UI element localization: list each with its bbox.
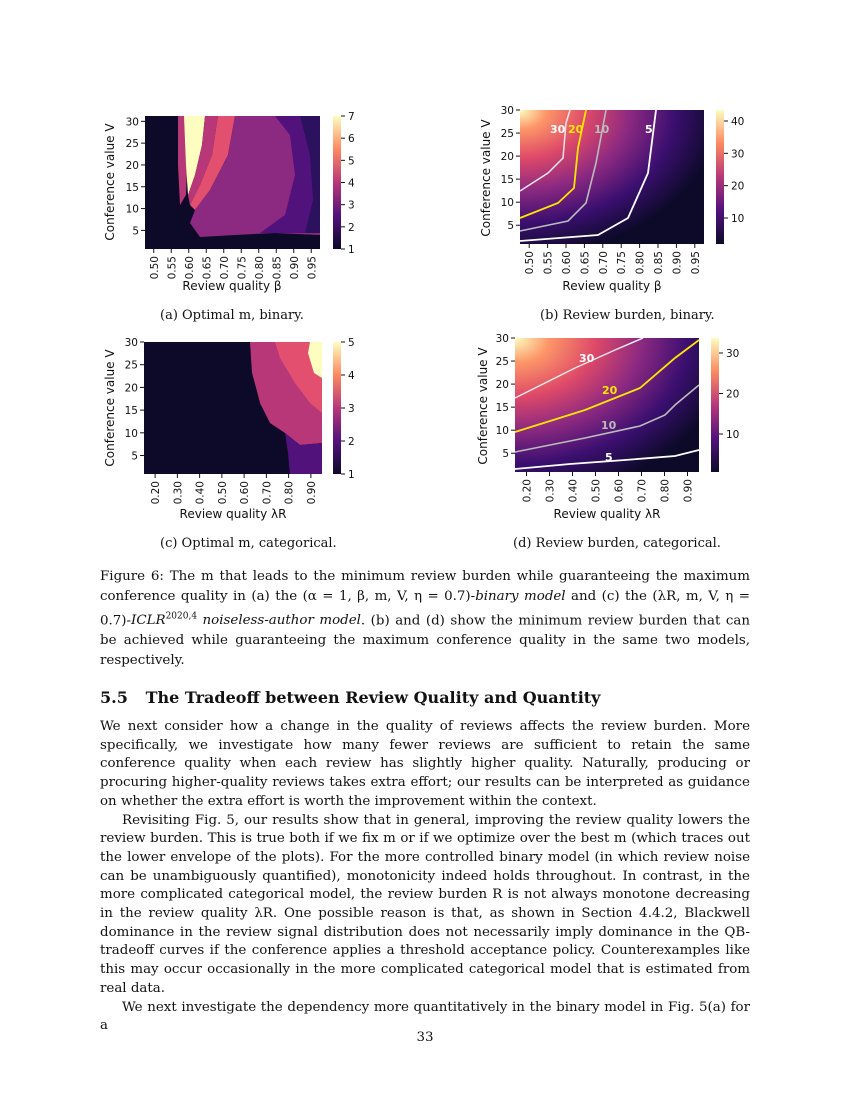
ylabel-d: Conference value V <box>476 347 490 465</box>
x-tick-label: 0.75 <box>236 256 249 280</box>
y-axis-b <box>479 105 520 237</box>
xlabel-c: Review quality λR <box>179 507 287 521</box>
colorbar-tick-label: 3 <box>348 199 355 212</box>
colorbar-tick-label: 10 <box>731 213 745 225</box>
y-axis-d <box>476 333 515 465</box>
contour-label-10-d: 10 <box>601 419 617 432</box>
x-tick-label: 0.60 <box>239 481 252 505</box>
caption-text-3: . (b) and (d) show the minimum review burden that can be achieved while guaranteeing the maximum conference quality in the same two models, respectively. <box>100 613 750 669</box>
heatmap-c <box>144 342 322 474</box>
colorbar-a <box>333 111 355 256</box>
x-axis-d <box>522 472 695 521</box>
contour-label-20-b: 20 <box>568 123 584 136</box>
x-axis-b <box>524 244 702 293</box>
ylabel-c: Conference value V <box>103 349 117 467</box>
x-tick-label: 0.60 <box>183 256 196 280</box>
paragraph-1: We next consider how a change in the quality of reviews affects the review burden. More specifically, we investigate how many fewer reviews are sufficient to retain the same conference quality when each review has slightly higher quality. Naturally, producing or procuring higher-quality reviews takes extra effort; our results can be interpreted as guidance on whether the extra effort is worth the improvement within the context. <box>100 719 750 809</box>
xlabel-a: Review quality β <box>182 279 282 293</box>
contour-label-30-d: 30 <box>579 352 595 365</box>
y-tick-label: 10 <box>125 203 139 216</box>
y-tick-label: 25 <box>495 356 509 369</box>
y-tick-label: 15 <box>495 402 509 415</box>
body-text <box>100 718 750 1036</box>
x-tick-label: 0.85 <box>271 256 284 280</box>
heatmap-b <box>520 110 704 244</box>
y-tick-label: 20 <box>125 159 139 172</box>
y-tick-label: 25 <box>124 359 138 372</box>
colorbar-tick-label: 6 <box>348 133 355 146</box>
caption-text-1: The m that leads to the minimum review burden while guaranteeing the maximum conference quality in (a) the (α = 1, β, m, V, η = 0.7)- <box>100 569 750 604</box>
y-tick-label: 25 <box>125 138 139 151</box>
colorbar-tick-label: 1 <box>348 469 355 481</box>
section-title: The Tradeoff between Review Quality and Quantity <box>145 688 601 707</box>
x-tick-label: 0.55 <box>166 256 179 280</box>
colorbar-tick-label: 5 <box>348 337 355 349</box>
x-tick-label: 0.20 <box>150 481 163 505</box>
colorbar-tick-label: 4 <box>348 177 355 190</box>
colorbar-tick-label: 40 <box>731 116 745 128</box>
figure-b <box>478 103 748 300</box>
x-tick-label: 0.30 <box>172 481 185 505</box>
paragraph-3: We next investigate the dependency more quantitatively in the binary model in Fig. 5(a) for a <box>100 999 750 1034</box>
y-tick-label: 20 <box>500 151 514 164</box>
colorbar-tick-label: 2 <box>348 436 355 448</box>
x-tick-label: 0.65 <box>579 251 592 275</box>
x-tick-label: 0.55 <box>542 251 555 275</box>
y-tick-label: 10 <box>500 197 514 210</box>
x-tick-label: 0.40 <box>194 481 207 505</box>
x-tick-label: 0.80 <box>634 251 647 275</box>
x-tick-label: 0.50 <box>216 481 229 505</box>
caption-iclr: $ICLR^{2020,4}$ noiseless-author model <box>131 612 361 629</box>
colorbar-tick-label: 3 <box>348 403 355 415</box>
y-tick-label: 5 <box>131 450 138 463</box>
x-tick-label: 0.30 <box>544 479 557 503</box>
x-tick-label: 0.90 <box>671 251 684 275</box>
y-tick-label: 5 <box>132 225 139 238</box>
x-tick-label: 0.90 <box>305 481 318 505</box>
y-tick-label: 15 <box>124 405 138 418</box>
contour-label-10-b: 10 <box>594 123 610 136</box>
x-tick-label: 0.95 <box>689 251 702 275</box>
caption-a: (a) Optimal m, binary. <box>160 308 304 323</box>
colorbar-tick-label: 7 <box>348 111 355 123</box>
colorbar-tick-label: 1 <box>348 244 355 256</box>
colorbar-tick-label: 5 <box>348 155 355 168</box>
y-tick-label: 5 <box>502 448 509 461</box>
colorbar-tick-label: 20 <box>726 388 740 401</box>
section-number: 5.5 <box>100 688 128 707</box>
y-tick-label: 10 <box>124 427 138 440</box>
x-tick-label: 0.75 <box>616 251 629 275</box>
colorbar-c <box>333 337 355 481</box>
y-tick-label: 30 <box>495 333 509 345</box>
caption-text-2: and (c) the (λR, m, V, η = 0.7)- <box>100 589 750 629</box>
colorbar-d <box>711 338 739 472</box>
y-axis-a <box>103 116 145 240</box>
colorbar-b <box>716 110 744 244</box>
x-tick-label: 0.70 <box>218 256 231 280</box>
xlabel-b: Review quality β <box>562 279 662 293</box>
caption-binary-model: binary model <box>475 589 566 604</box>
x-tick-label: 0.40 <box>567 479 580 503</box>
colorbar-tick-label: 30 <box>731 148 745 161</box>
contour-label-5-d: 5 <box>605 451 613 464</box>
x-tick-label: 0.50 <box>590 479 603 503</box>
y-tick-label: 5 <box>507 220 514 233</box>
x-axis-a <box>149 249 319 293</box>
x-tick-label: 0.70 <box>261 481 274 505</box>
colorbar-tick-label: 20 <box>731 180 745 193</box>
y-tick-label: 20 <box>495 379 509 392</box>
x-tick-label: 0.90 <box>288 256 301 280</box>
paragraph-2: Revisiting Fig. 5, our results show that in general, improving the review quality lowers the review burden. This is true both if we fix m or if we optimize over the best m (which traces out the lower envelope of the plots). For the more controlled binary model (in which review noise can be unambiguously quantified), monotonicity indeed holds throughout. In contrast, in the more complicated categorical model, the review burden R is not always monotone decreasing in the review quality λR. One possible reason is that, as shown in Section 4.4.2, Blackwell dominance in the review signal distribution does not necessarily imply dominance in the QB-tradeoff curves if the conference applies a threshold acceptance policy. Counterexamples like this may occur occasionally in the more complicated categorical model that is estimated from real data. <box>100 812 750 996</box>
colorbar-tick-label: 4 <box>348 370 355 382</box>
figure-c <box>100 333 370 528</box>
heatmap-a <box>145 116 320 249</box>
y-tick-label: 30 <box>500 105 514 117</box>
x-tick-label: 0.80 <box>253 256 266 280</box>
x-tick-label: 0.70 <box>597 251 610 275</box>
caption-c: (c) Optimal m, categorical. <box>160 536 337 551</box>
y-tick-label: 30 <box>124 337 138 349</box>
contour-label-20-d: 20 <box>602 384 618 397</box>
x-tick-label: 0.50 <box>524 251 537 275</box>
page-number: 33 <box>416 1030 434 1045</box>
y-tick-label: 20 <box>124 382 138 395</box>
x-tick-label: 0.90 <box>682 479 695 503</box>
x-axis-c <box>150 474 318 521</box>
section-heading <box>100 688 600 707</box>
x-tick-label: 0.60 <box>613 479 626 503</box>
figure-6-caption <box>100 567 750 671</box>
y-tick-label: 25 <box>500 128 514 141</box>
y-axis-c <box>103 337 144 467</box>
ylabel-a: Conference value V <box>103 123 117 241</box>
y-tick-label: 15 <box>125 181 139 194</box>
x-tick-label: 0.70 <box>636 479 649 503</box>
x-tick-label: 0.80 <box>283 481 296 505</box>
y-tick-label: 15 <box>500 174 514 187</box>
contour-label-30-b: 30 <box>550 123 566 136</box>
colorbar-tick-label: 10 <box>726 429 740 441</box>
caption-d: (d) Review burden, categorical. <box>513 536 721 551</box>
xlabel-d: Review quality λR <box>553 507 661 521</box>
colorbar-tick-label: 2 <box>348 221 355 234</box>
x-tick-label: 0.60 <box>561 251 573 275</box>
figure-label: Figure 6: <box>100 569 164 584</box>
x-tick-label: 0.50 <box>148 256 161 280</box>
y-tick-label: 30 <box>125 116 139 129</box>
figure-d <box>475 330 750 528</box>
x-tick-label: 0.85 <box>653 251 665 275</box>
ylabel-b: Conference value V <box>479 119 493 237</box>
x-tick-label: 0.20 <box>521 479 534 503</box>
figure-a <box>100 105 370 300</box>
caption-b: (b) Review burden, binary. <box>540 308 715 323</box>
x-tick-label: 0.65 <box>201 256 214 280</box>
colorbar-tick-label: 30 <box>726 348 740 360</box>
x-tick-label: 0.95 <box>306 256 319 280</box>
y-tick-label: 10 <box>495 425 509 438</box>
contour-label-5-b: 5 <box>645 123 653 136</box>
x-tick-label: 0.80 <box>659 479 672 503</box>
